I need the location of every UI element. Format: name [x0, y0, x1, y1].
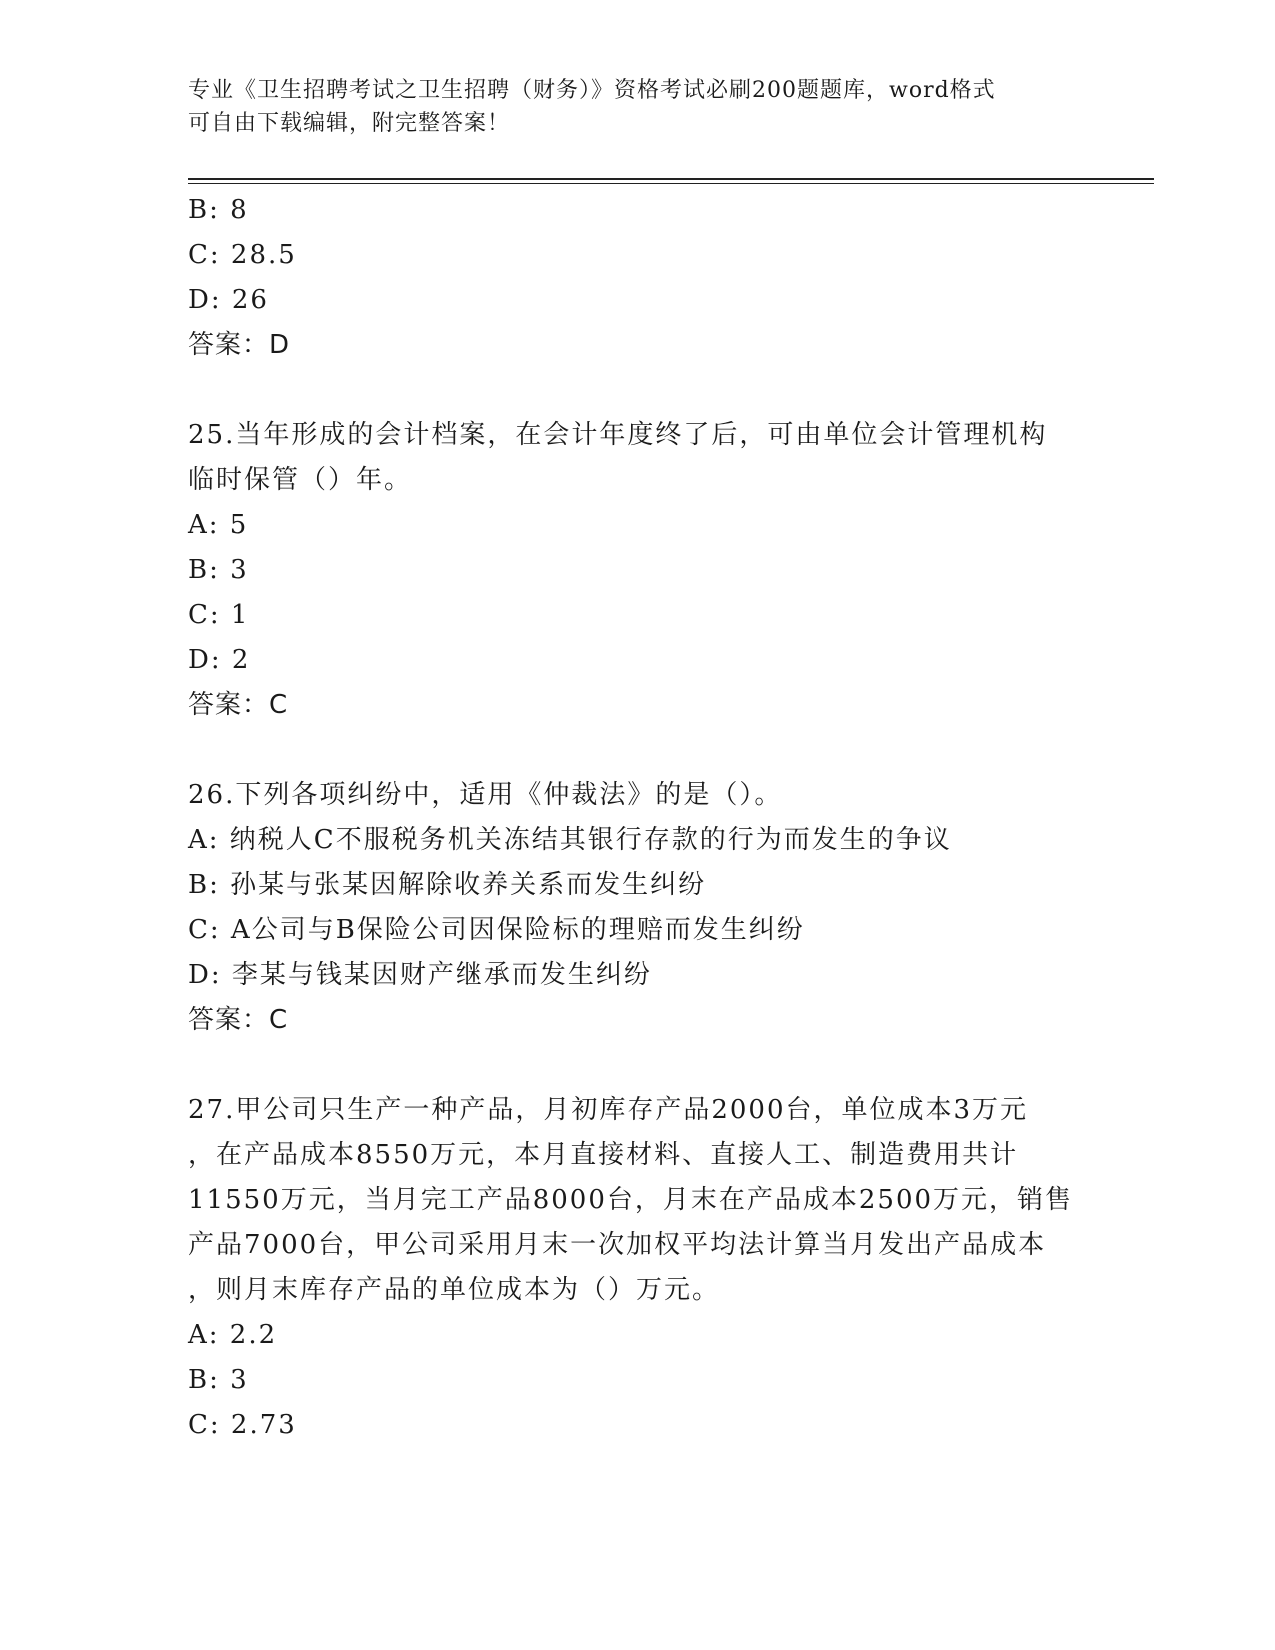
q25-stem-line-1: 25.当年形成的会计档案，在会计年度终了后，可由单位会计管理机构: [188, 420, 1048, 450]
header-line-2: 可自由下载编辑，附完整答案！: [188, 111, 511, 136]
q24-option-d: D: 26: [188, 285, 269, 315]
q25-stem-line-2: 临时保管（）年。: [188, 465, 413, 495]
q27-option-c: C: 2.73: [188, 1410, 297, 1440]
q26-option-d: D: 李某与钱某因财产继承而发生纠纷: [188, 960, 652, 990]
q27-option-b: B: 3: [188, 1365, 249, 1395]
header-divider-thick: [188, 178, 1154, 180]
q25-option-c: C: 1: [188, 600, 250, 630]
q26-option-b: B: 孙某与张某因解除收养关系而发生纠纷: [188, 870, 707, 900]
q27-option-a: A: 2.2: [188, 1320, 278, 1350]
q24-option-c: C: 28.5: [188, 240, 297, 270]
q25-option-b: B: 3: [188, 555, 249, 585]
q27-stem-line-4: 产品7000台，甲公司采用月末一次加权平均法计算当月发出产品成本: [188, 1230, 1047, 1260]
q24-option-b: B: 8: [188, 195, 249, 225]
q27-stem-line-1: 27.甲公司只生产一种产品，月初库存产品2000台，单位成本3万元: [188, 1095, 1029, 1125]
q25-answer: 答案：C: [188, 690, 289, 720]
header-line-1: 专业《卫生招聘考试之卫生招聘（财务）》资格考试必刷200题题库，word格式: [188, 78, 996, 103]
q24-answer: 答案：D: [188, 330, 291, 360]
q26-option-a: A: 纳税人C不服税务机关冻结其银行存款的行为而发生的争议: [188, 825, 952, 855]
q27-stem-line-5: ，则月末库存产品的单位成本为（）万元。: [188, 1275, 721, 1305]
header-divider-thin: [188, 183, 1154, 184]
q27-stem-line-3: 11550万元，当月完工产品8000台，月末在产品成本2500万元，销售: [188, 1185, 1074, 1215]
q25-option-d: D: 2: [188, 645, 251, 675]
q26-option-c: C: A公司与B保险公司因保险标的理赔而发生纠纷: [188, 915, 805, 945]
document-header: [188, 74, 1088, 140]
q26-answer: 答案：C: [188, 1005, 289, 1035]
q26-stem-line-1: 26.下列各项纠纷中，适用《仲裁法》的是（）。: [188, 780, 783, 810]
q25-option-a: A: 5: [188, 510, 249, 540]
q27-stem-line-2: ，在产品成本8550万元，本月直接材料、直接人工、制造费用共计: [188, 1140, 1019, 1170]
